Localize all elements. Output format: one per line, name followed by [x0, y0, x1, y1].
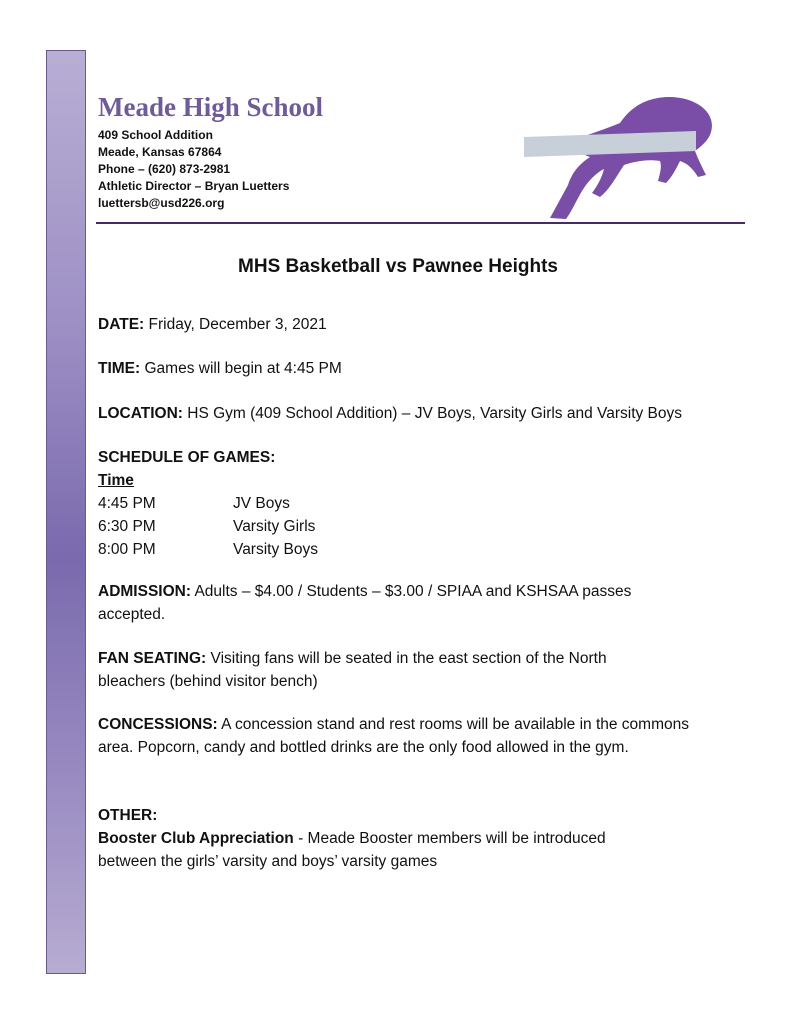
schedule-time: 8:00 PM: [98, 541, 156, 558]
schedule-row: [98, 538, 708, 561]
decorative-sidebar-bar: [46, 50, 86, 974]
email-line: luettersb@usd226.org: [98, 196, 225, 210]
page-title: MHS Basketball vs Pawnee Heights: [238, 256, 558, 277]
contact-block: [98, 127, 289, 212]
schedule-time: 4:45 PM: [98, 495, 156, 512]
school-name: Meade High School: [98, 92, 324, 122]
schedule-section: [98, 446, 708, 561]
admission-value: Adults – $4.00 / Students – $3.00 / SPIAA and KSHSAA passes accepted.: [98, 583, 632, 623]
fan-seating-section: [98, 647, 673, 693]
bison-logo-icon: [520, 93, 715, 221]
concessions-section: [98, 713, 693, 759]
date-label: DATE:: [98, 316, 145, 333]
date-section: [98, 313, 708, 336]
other-label: OTHER:: [98, 807, 158, 824]
time-section: [98, 357, 708, 380]
location-label: LOCATION:: [98, 405, 183, 422]
schedule-game: JV Boys: [233, 495, 290, 512]
phone-line: Phone – (620) 873-2981: [98, 162, 231, 176]
admission-section: [98, 580, 688, 626]
other-section: [98, 804, 663, 873]
location-section: [98, 402, 738, 425]
director-line: Athletic Director – Bryan Luetters: [98, 179, 290, 193]
concessions-value: A concession stand and rest rooms will be available in the commons area. Popcorn, candy and bottled drinks are the only food allowed in the gym.: [98, 716, 689, 756]
date-value: Friday, December 3, 2021: [144, 316, 327, 333]
location-value: HS Gym (409 School Addition) – JV Boys, Varsity Girls and Varsity Boys: [182, 405, 683, 422]
admission-label: ADMISSION:: [98, 583, 191, 600]
booster-value: - Meade Booster members will be introduced between the girls’ varsity and boys’ varsity games: [98, 830, 606, 870]
fan-seating-label: FAN SEATING:: [98, 650, 207, 667]
schedule-time: 6:30 PM: [98, 518, 156, 535]
schedule-row: [98, 492, 708, 515]
schedule-column-header: Time: [98, 472, 134, 489]
fan-seating-value: Visiting fans will be seated in the east section of the North bleachers (behind visitor bench): [98, 650, 607, 690]
concessions-label: CONCESSIONS:: [98, 716, 218, 733]
booster-label: Booster Club Appreciation: [98, 830, 294, 847]
schedule-label: SCHEDULE OF GAMES:: [98, 449, 276, 466]
time-label: TIME:: [98, 360, 141, 377]
schedule-game: Varsity Boys: [233, 541, 318, 558]
schedule-row: [98, 515, 708, 538]
schedule-game: Varsity Girls: [233, 518, 316, 535]
address-line: 409 School Addition: [98, 128, 213, 142]
header-divider: [96, 222, 745, 224]
time-value: Games will begin at 4:45 PM: [140, 360, 342, 377]
city-line: Meade, Kansas 67864: [98, 145, 222, 159]
